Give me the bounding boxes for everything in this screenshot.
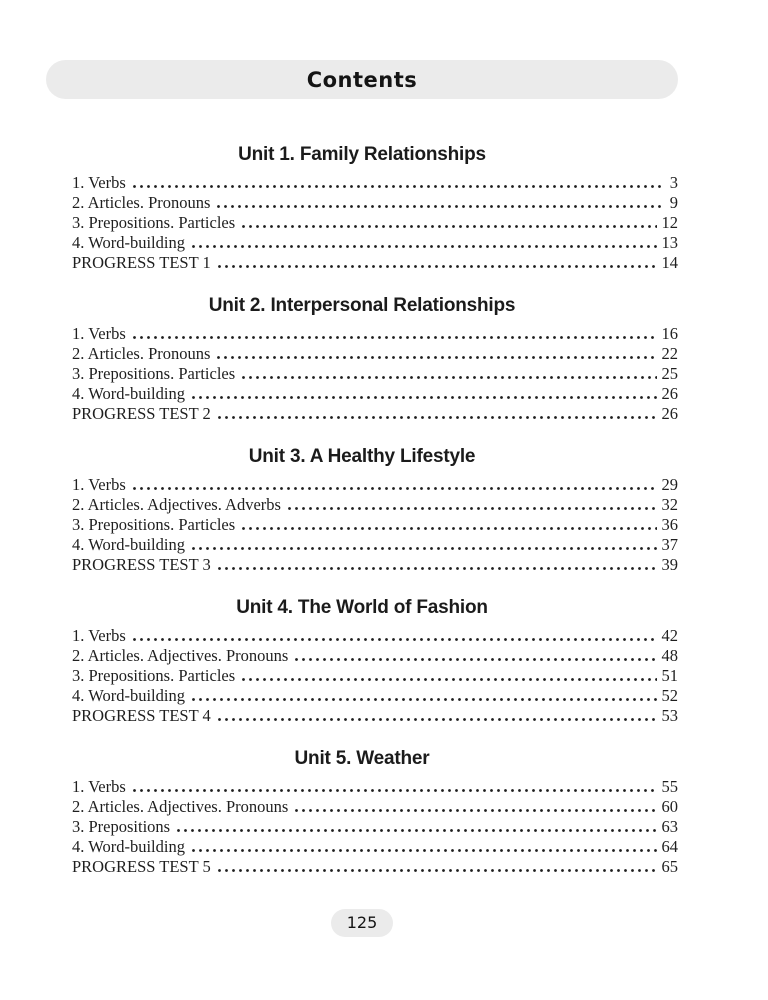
toc-entry [72,173,678,193]
table-of-contents [46,145,678,900]
dot-leader [218,869,657,873]
toc-entry [72,495,678,515]
dot-leader [218,718,657,722]
unit-section-3 [46,447,678,575]
toc-entry-label: 1. Verbs [72,626,126,645]
page-number-pill [331,909,394,937]
toc-entry [72,817,678,837]
dot-leader [218,265,657,269]
dot-leader [218,567,657,571]
dot-leader [217,356,656,360]
dot-leader [295,658,656,662]
toc-entry-label: 1. Verbs [72,324,126,343]
dot-leader [192,698,657,702]
toc-entry-page: 39 [661,555,678,574]
toc-entry-page: 26 [661,384,678,403]
toc-entry-label: PROGRESS TEST 4 [72,706,211,725]
toc-entry [72,384,678,404]
dot-leader [295,809,656,813]
toc-entry-label: 4. Word-building [72,837,185,856]
toc-entry-page: 42 [661,626,678,645]
toc-entry [72,666,678,686]
toc-entry-page: 48 [661,646,678,665]
toc-entry-progress-test [72,706,678,726]
toc-entry [72,233,678,253]
toc-entry-label: 2. Articles. Adjectives. Adverbs [72,495,281,514]
toc-entry-label: 3. Prepositions. Particles [72,666,236,685]
unit-section-5 [46,749,678,877]
toc-entry-label: 3. Prepositions. Particles [72,364,236,383]
toc-entry-progress-test [72,253,678,273]
dot-leader [242,678,656,682]
unit-title: Unit 2. Interpersonal Relationships [208,295,516,316]
toc-entry-label: 3. Prepositions [72,817,171,836]
toc-entry-page: 51 [661,666,678,685]
toc-entry-label: 4. Word-building [72,535,185,554]
toc-entry-page: 36 [661,515,678,534]
toc-entry [72,344,678,364]
toc-entry [72,515,678,535]
toc-entry-page: 26 [661,404,678,423]
page-number: 125 [346,913,378,932]
toc-entry-page: 32 [661,495,678,514]
toc-entry [72,213,678,233]
toc-entry-page: 52 [661,686,678,705]
toc-entry-page: 14 [661,253,678,272]
toc-entry-label: 2. Articles. Adjectives. Pronouns [72,797,289,816]
toc-entry [72,324,678,344]
unit-title: Unit 3. A Healthy Lifestyle [248,446,476,467]
toc-entry-label: 3. Prepositions. Particles [72,213,236,232]
toc-entry-label: 4. Word-building [72,686,185,705]
toc-entry-page: 63 [661,817,678,836]
unit-section-2 [46,296,678,424]
toc-entry-page: 16 [661,324,678,343]
toc-entry-page: 55 [661,777,678,796]
toc-entry-progress-test [72,404,678,424]
toc-entry-page: 22 [661,344,678,363]
toc-entry-label: PROGRESS TEST 3 [72,555,211,574]
unit-entries [46,626,678,726]
toc-entry-label: 1. Verbs [72,475,126,494]
toc-entry [72,797,678,817]
toc-entry-label: PROGRESS TEST 5 [72,857,211,876]
toc-entry-label: 4. Word-building [72,233,185,252]
toc-entry-label: 2. Articles. Pronouns [72,344,211,363]
dot-leader [192,849,657,853]
toc-entry-progress-test [72,857,678,877]
dot-leader [133,185,665,189]
dot-leader [133,638,657,642]
dot-leader [218,416,657,420]
unit-title: Unit 5. Weather [294,748,430,769]
dot-leader [192,547,657,551]
toc-entry-label: 3. Prepositions. Particles [72,515,236,534]
toc-entry-page: 60 [661,797,678,816]
toc-entry-page: 13 [661,233,678,252]
toc-entry [72,777,678,797]
toc-entry-label: 1. Verbs [72,173,126,192]
toc-entry [72,626,678,646]
unit-section-1 [46,145,678,273]
toc-entry-page: 12 [661,213,678,232]
toc-entry [72,646,678,666]
unit-entries [46,173,678,273]
dot-leader [242,225,656,229]
toc-entry-page: 53 [661,706,678,725]
toc-entry [72,686,678,706]
dot-leader [242,527,656,531]
toc-entry-label: 1. Verbs [72,777,126,796]
unit-title: Unit 4. The World of Fashion [236,597,488,618]
dot-leader [288,507,657,511]
toc-entry-page: 9 [669,193,678,212]
toc-entry-page: 29 [661,475,678,494]
toc-entry [72,475,678,495]
toc-entry-page: 37 [661,535,678,554]
toc-entry-label: 4. Word-building [72,384,185,403]
toc-entry-label: PROGRESS TEST 2 [72,404,211,423]
toc-entry-progress-test [72,555,678,575]
toc-entry [72,364,678,384]
dot-leader [192,245,657,249]
toc-entry [72,535,678,555]
contents-header-pill [46,60,678,99]
toc-entry-page: 25 [661,364,678,383]
unit-section-4 [46,598,678,726]
toc-entry [72,837,678,857]
unit-entries [46,324,678,424]
unit-title: Unit 1. Family Relationships [238,144,486,165]
toc-entry-label: 2. Articles. Adjectives. Pronouns [72,646,289,665]
toc-entry-page: 64 [661,837,678,856]
dot-leader [177,829,656,833]
toc-entry-page: 65 [661,857,678,876]
dot-leader [192,396,657,400]
unit-entries [46,475,678,575]
toc-entry-label: 2. Articles. Pronouns [72,193,211,212]
dot-leader [242,376,656,380]
unit-entries [46,777,678,877]
dot-leader [133,487,657,491]
dot-leader [133,336,657,340]
page-title: Contents [306,67,418,92]
toc-entry-label: PROGRESS TEST 1 [72,253,211,272]
footer [46,909,678,937]
toc-entry-page: 3 [669,173,678,192]
toc-entry [72,193,678,213]
dot-leader [217,205,664,209]
dot-leader [133,789,657,793]
